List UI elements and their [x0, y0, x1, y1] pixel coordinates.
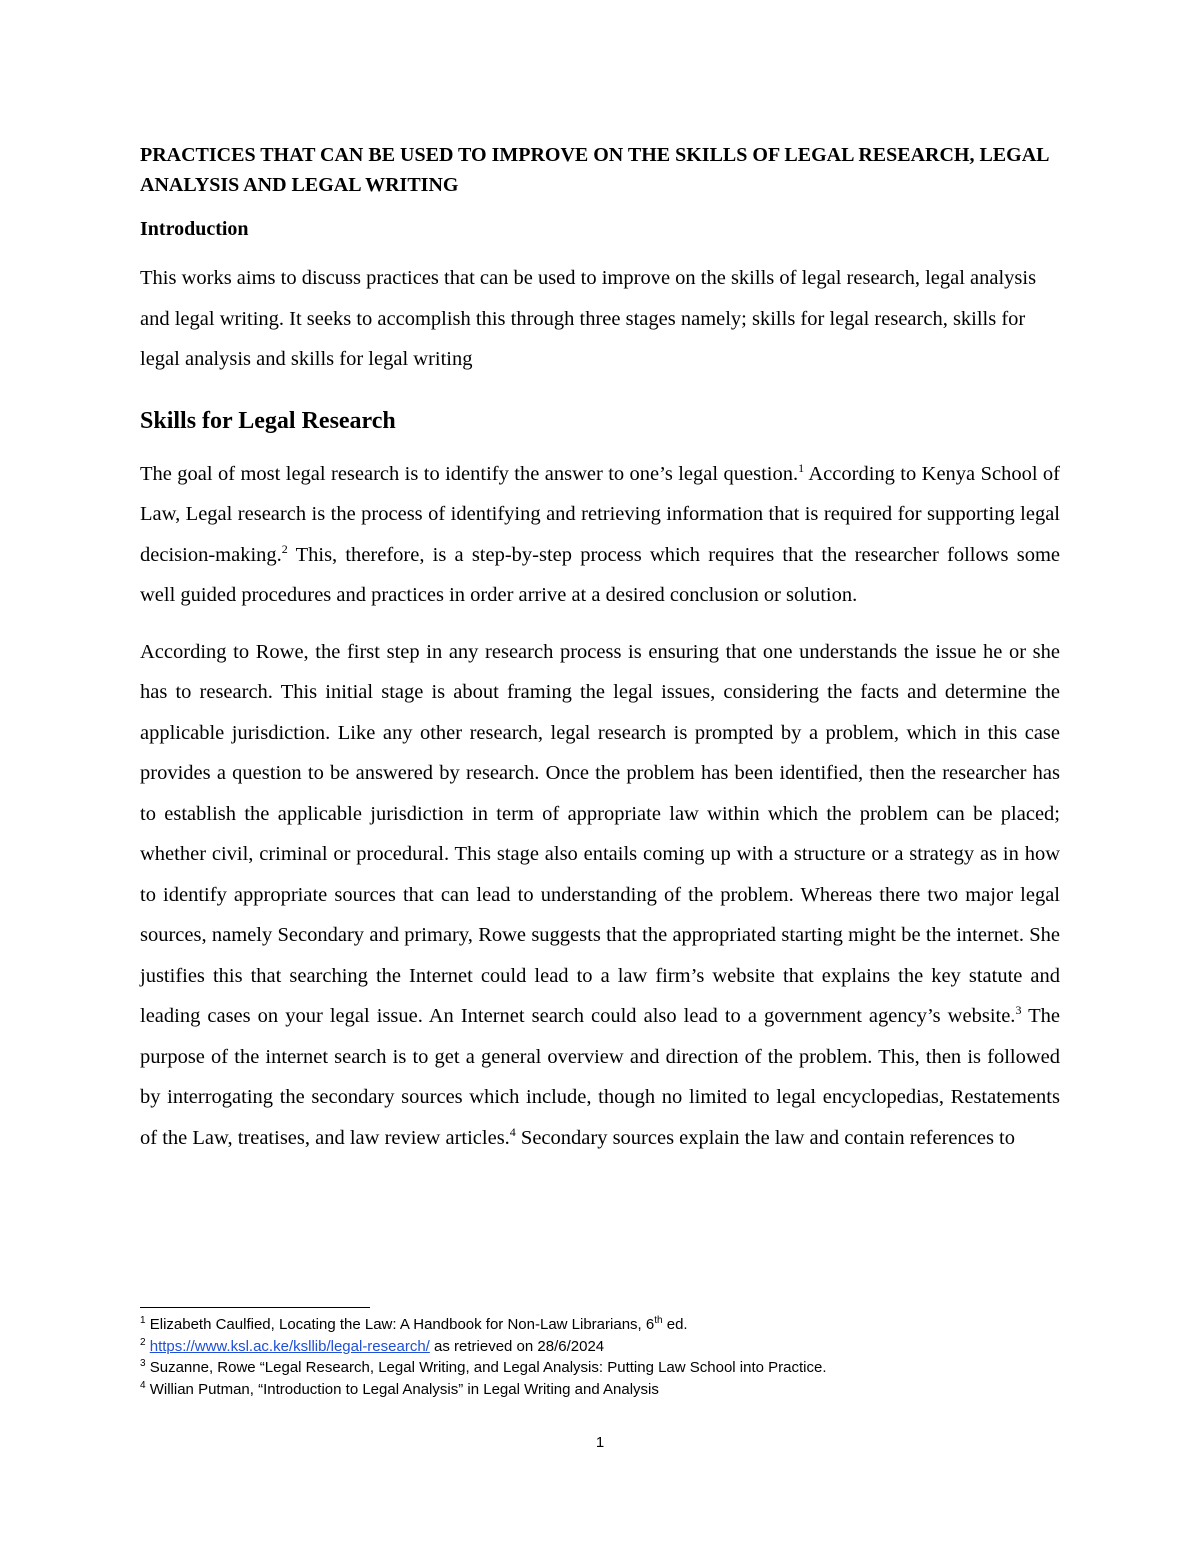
document-title: PRACTICES THAT CAN BE USED TO IMPROVE ON THE SKILLS OF LEGAL RESEARCH, LEGAL ANALYSIS AND LEGAL WRITING	[140, 144, 1049, 196]
footnote-link[interactable]: https://www.ksl.ac.ke/ksllib/legal-research/	[149, 1337, 430, 1355]
section-heading-legal-research: Skills for Legal Research	[140, 407, 396, 434]
document-body	[140, 140, 1060, 1158]
footnote-number: 3	[140, 1358, 146, 1369]
paragraph-text: This, therefore, is a step-by-step process which requires that the researcher follows some well guided procedures and practices in order arrive at a desired conclusion or solution.	[140, 543, 1060, 606]
paragraph-text: According to Kenya School of Law, Legal research is the process of identifying and retrieving information that is required for supporting legal decision-making.	[140, 462, 1061, 566]
footnote-text: ed.	[662, 1316, 688, 1333]
introduction-heading: Introduction	[140, 218, 249, 240]
footnote-3	[140, 1357, 1060, 1379]
footnote-4	[140, 1379, 1060, 1401]
paragraph-text: The goal of most legal research is to identify the answer to one’s legal question.	[140, 462, 799, 485]
footnote-separator	[140, 1307, 370, 1308]
footnote-text: as retrieved on 28/6/2024	[429, 1337, 605, 1355]
paragraph-legal-research-goal	[140, 454, 1060, 616]
paragraph-text: According to Rowe, the first step in any research process is ensuring that one understands the issue he or she has to research. This initial stage is about framing the legal issues, considering the facts and determine the applicable jurisdiction. Like any other research, legal research is prompted by a problem, which in this case provides a question to be answered by research. Once the problem has been identified, then the researcher has to establish the applicable jurisdiction in term of appropriate law within which the problem can be placed; whether civil, criminal or procedural. This stage also entails coming up with a structure or a strategy as in how to identify appropriate sources that can lead to understanding of the problem. Whereas there two major legal sources, namely Secondary and primary, Rowe suggests that the appropriated starting might be the internet. She justifies this that searching the Internet could lead to a law firm’s website that explains the key statute and leading cases on your legal issue. An Internet search could also lead to a government agency’s website.	[140, 640, 1060, 1027]
footnote-number: 2	[140, 1336, 146, 1348]
footnote-number: 4	[140, 1379, 146, 1391]
footnote-2	[140, 1336, 1060, 1358]
introduction-paragraph: This works aims to discuss practices that can be used to improve on the skills of legal research, legal analysis and legal writing. It seeks to accomplish this through three stages namely; skills for legal research, skills for legal analysis and skills for legal writing	[140, 267, 1037, 370]
footnotes-section	[140, 1307, 1060, 1400]
paragraph-text: The purpose of the internet search is to get a general overview and direction of the problem. This, then is followed by interrogating the secondary sources which include, though no limited to legal encyclopedias, Restatements of the Law, treatises, and law review articles.	[140, 1005, 1060, 1149]
footnote-ref-4[interactable]: 4	[509, 1124, 516, 1139]
footnote-number: 1	[140, 1315, 146, 1326]
footnote-ref-2[interactable]: 2	[281, 541, 288, 556]
footnote-text: Suzanne, Rowe “Legal Research, Legal Writing, and Legal Analysis: Putting Law School into Practice.	[145, 1359, 827, 1376]
footnote-text: Elizabeth Caulfied, Locating the Law: A Handbook for Non-Law Librarians, 6	[145, 1316, 655, 1333]
footnote-superscript: th	[654, 1315, 663, 1326]
footnote-text: Willian Putman, “Introduction to Legal Analysis” in Legal Writing and Analysis	[145, 1380, 659, 1398]
paragraph-rowe-research-process	[140, 632, 1060, 1159]
page-number: 1	[595, 1434, 605, 1451]
footnote-ref-3[interactable]: 3	[1015, 1003, 1022, 1018]
footnote-1	[140, 1314, 1060, 1336]
footnote-ref-1[interactable]: 1	[798, 460, 805, 475]
paragraph-text: Secondary sources explain the law and contain references to	[515, 1126, 1015, 1149]
